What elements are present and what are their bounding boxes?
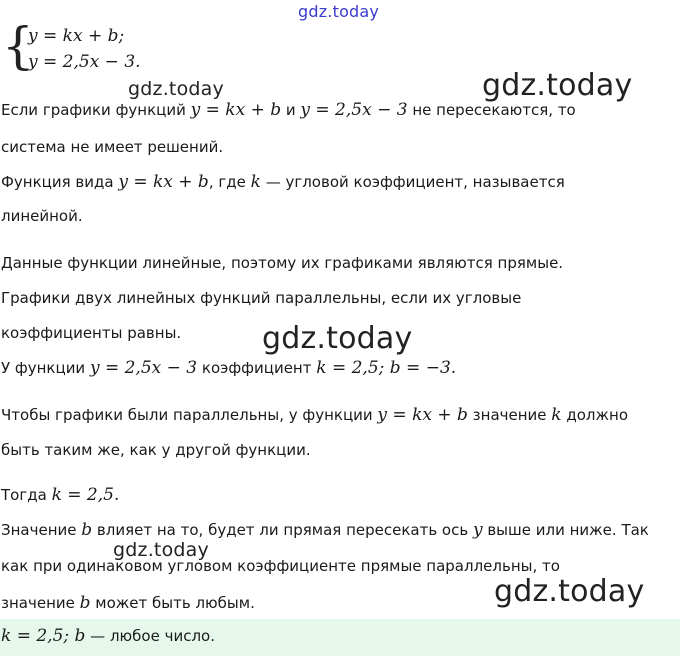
text-line-6: Графики двух линейных функций параллельны, если их угловые	[1, 289, 522, 307]
text-segment: Тогда	[1, 486, 52, 504]
text-segment: Если графики функций	[1, 101, 191, 119]
watermark-4: gdz.today	[113, 539, 209, 561]
text-line-11	[1, 485, 119, 505]
text-segment: влияет на то, будет ли прямая пересекать ось	[92, 521, 473, 539]
text-line-3	[1, 172, 565, 192]
text-segment: — угловой коэффициент, называется	[260, 173, 565, 191]
math-expression: k = 2,5; b = −3.	[316, 358, 457, 378]
text-segment: коэффициент	[197, 359, 317, 377]
text-segment: выше или ниже. Так	[482, 521, 649, 539]
math-expression: k = 2,5; b	[1, 626, 86, 646]
math-expression: y = 2,5x − 3	[89, 358, 198, 378]
text-line-12	[1, 520, 649, 540]
text-line-10: быть таким же, как у другой функции.	[1, 441, 311, 459]
text-line-13: как при одинаковом угловом коэффициенте прямые параллельны, то	[1, 557, 560, 575]
math-expression: y = kx + b	[377, 405, 468, 425]
system-equation-2: y = 2,5x − 3.	[28, 52, 141, 72]
math-expression: y = 2,5x − 3	[300, 100, 408, 120]
math-expression: k = 2,5.	[51, 485, 120, 505]
answer-line	[1, 626, 215, 646]
math-expression: y = kx + b	[190, 100, 282, 120]
text-segment: значение	[1, 594, 80, 612]
text-line-8	[1, 358, 456, 378]
system-brace: {	[2, 17, 34, 75]
text-segment: — любое число.	[85, 627, 215, 645]
text-line-5: Данные функции линейные, поэтому их графиками являются прямые.	[1, 254, 564, 272]
text-segment: Чтобы графики были параллельны, у функции	[1, 406, 378, 424]
math-expression: b	[79, 593, 91, 613]
text-line-4: линейной.	[1, 207, 83, 225]
text-segment: Функция вида	[1, 173, 119, 191]
text-segment: Значение	[1, 521, 82, 539]
watermark-top: gdz.today	[298, 2, 380, 21]
system-equation-1: y = kx + b;	[28, 26, 125, 46]
text-segment: должно	[561, 406, 629, 424]
math-expression: y	[472, 520, 483, 540]
text-segment: У функции	[1, 359, 90, 377]
text-segment: и	[281, 101, 301, 119]
text-line-9	[1, 405, 628, 425]
math-expression: k	[250, 172, 261, 192]
watermark-5: gdz.today	[494, 574, 645, 609]
text-segment: может быть любым.	[90, 594, 255, 612]
answer-box	[0, 619, 680, 656]
text-segment: значение	[467, 406, 552, 424]
text-line-7: коэффициенты равны.	[1, 324, 182, 342]
text-segment: , где	[208, 173, 251, 191]
watermark-3: gdz.today	[262, 321, 413, 356]
math-expression: y = kx + b	[118, 172, 209, 192]
text-line-14	[1, 593, 255, 613]
watermark-2: gdz.today	[482, 68, 633, 103]
watermark-1: gdz.today	[128, 78, 224, 100]
text-line-2: система не имеет решений.	[1, 138, 224, 156]
math-expression: k	[551, 405, 562, 425]
math-expression: b	[81, 520, 93, 540]
text-line-1	[1, 100, 576, 120]
text-segment: не пересекаются, то	[407, 101, 576, 119]
